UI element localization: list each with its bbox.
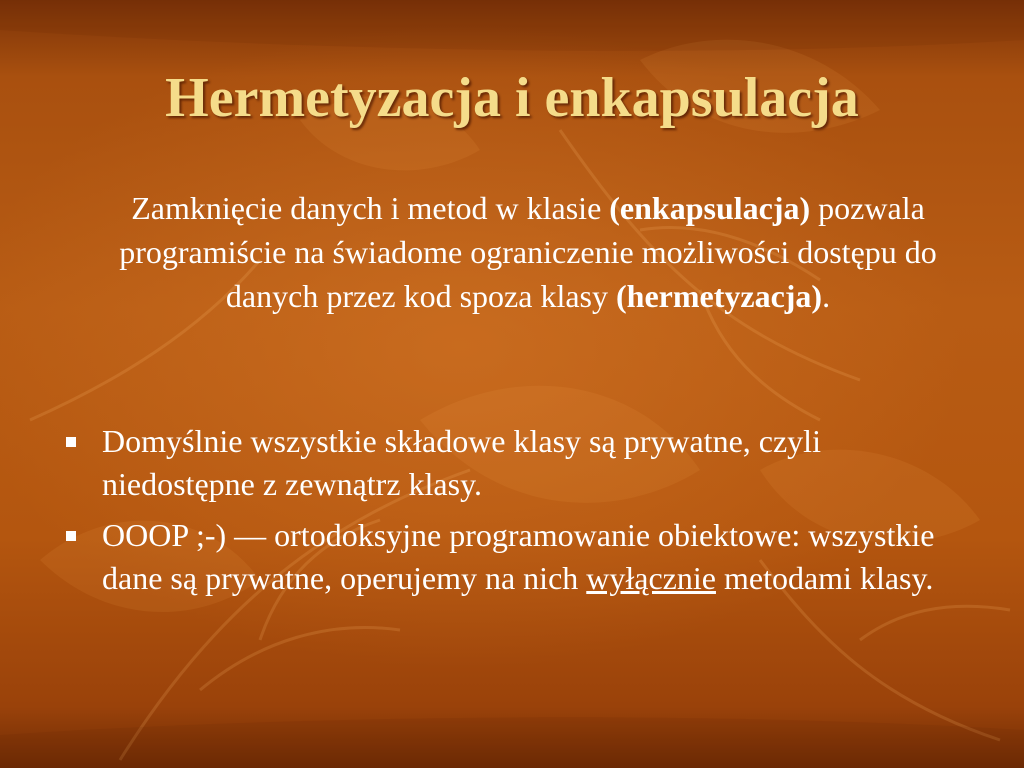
square-bullet-icon (66, 437, 76, 447)
bullet-text: Domyślnie wszystkie składowe klasy są prywatne, czyli niedostępne z zewnątrz klasy. (102, 423, 821, 502)
square-bullet-icon (66, 531, 76, 541)
intro-text-part1: Zamknięcie danych i metod w klasie (131, 190, 610, 226)
list-item (60, 514, 940, 600)
underlined-word: wyłącznie (586, 560, 716, 596)
intro-text-part2: pozwala programiście na świadome ograniczenie możliwości dostępu do danych przez kod spoza klasy (119, 190, 937, 314)
bullet-text-before: OOOP ;-) — ortodoksyjne programowanie obiektowe: wszystkie dane są prywatne, operujemy na nich (102, 517, 935, 596)
bullet-list (60, 420, 940, 608)
list-item (60, 420, 940, 506)
slide-title: Hermetyzacja i enkapsulacja (165, 67, 859, 129)
intro-text-part3: . (822, 278, 831, 314)
intro-paragraph (88, 186, 968, 318)
bullet-text-after: metodami klasy. (715, 560, 934, 596)
intro-term-hermetization: (hermetyzacja) (615, 278, 823, 314)
intro-term-encapsulation: (enkapsulacja) (609, 190, 811, 226)
